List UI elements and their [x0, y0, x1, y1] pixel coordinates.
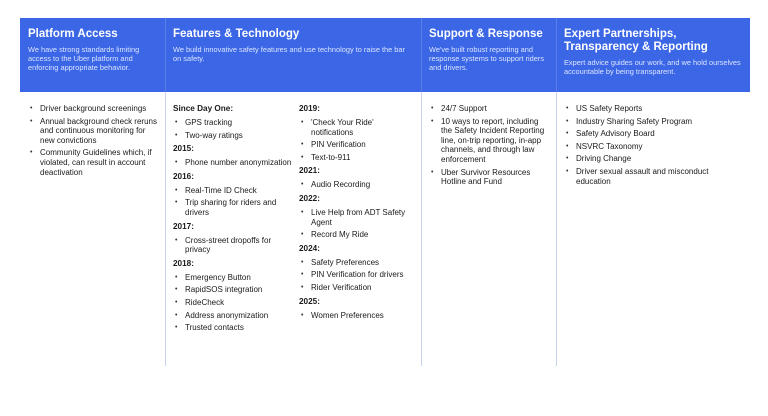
year-heading: 2015: — [173, 144, 194, 154]
column-description: Expert advice guides our work, and we hold ourselves accountable by being transparent. — [564, 58, 741, 76]
support-response-list — [429, 104, 551, 190]
list-item: • RapidSOS integration — [173, 285, 293, 295]
column-description: We build innovative safety features and use technology to raise the bar on safety. — [173, 45, 405, 63]
list-item: • Uber Survivor Resources Hotline and Fund — [429, 168, 551, 187]
column-title: Support & Response — [429, 28, 543, 40]
year-heading: 2021: — [299, 166, 320, 176]
list-item: • PIN Verification for drivers — [299, 270, 417, 280]
list-item: • Audio Recording — [299, 180, 417, 190]
list-item: • Women Preferences — [299, 311, 417, 321]
features-timeline-left — [173, 104, 293, 337]
column-description: We've built robust reporting and response systems to support riders and drivers. — [429, 45, 545, 72]
year-heading: 2024: — [299, 243, 320, 253]
column-divider — [165, 92, 166, 366]
safety-framework-table — [20, 18, 750, 366]
column-title: Features & Technology — [173, 28, 300, 40]
features-timeline-right — [299, 104, 417, 324]
list-item: • Industry Sharing Safety Program — [564, 117, 744, 127]
year-heading: 2022: — [299, 193, 320, 203]
list-item: • Two-way ratings — [173, 131, 293, 141]
year-heading: 2017: — [173, 221, 194, 231]
list-item: • Driver background screenings — [28, 104, 158, 114]
list-item: • 24/7 Support — [429, 104, 551, 114]
list-item: • Annual background check reruns and continuous monitoring for new convictions — [28, 117, 158, 146]
list-item: • Rider Verification — [299, 283, 417, 293]
list-item: • Real-Time ID Check — [173, 186, 293, 196]
list-item: • Emergency Button — [173, 273, 293, 283]
platform-access-header — [20, 18, 165, 92]
list-item: • Live Help from ADT Safety Agent — [299, 208, 417, 227]
year-heading: 2018: — [173, 258, 194, 268]
year-heading: Since Day One: — [173, 104, 234, 113]
list-item: • Safety Preferences — [299, 258, 417, 268]
list-item: • Address anonymization — [173, 311, 293, 321]
list-item: • Safety Advisory Board — [564, 129, 744, 139]
list-item: • Cross-street dropoffs for privacy — [173, 236, 293, 255]
year-heading: 2025: — [299, 296, 320, 306]
column-title: Expert Partnerships, Transparency & Reporting — [564, 28, 708, 53]
list-item: • RideCheck — [173, 298, 293, 308]
list-item: • Driving Change — [564, 154, 744, 164]
column-title: Platform Access — [28, 28, 118, 40]
list-item: • 10 ways to report, including the Safety Incident Reporting line, on-trip reporting, in-app channels, and through law enforcement — [429, 117, 551, 165]
list-item: • Community Guidelines which, if violated, can result in account deactivation — [28, 148, 158, 177]
list-item: • US Safety Reports — [564, 104, 744, 114]
list-item: • Phone number anonymization — [173, 158, 293, 168]
support-response-header — [421, 18, 556, 92]
list-item: • 'Check Your Ride' notifications — [299, 118, 417, 137]
list-item: • Trusted contacts — [173, 323, 293, 333]
column-divider — [556, 92, 557, 366]
expert-partnerships-header — [556, 18, 750, 92]
features-technology-header — [165, 18, 421, 92]
list-item: • Trip sharing for riders and drivers — [173, 198, 293, 217]
year-heading: 2016: — [173, 171, 194, 181]
platform-access-list — [28, 104, 158, 180]
list-item: • GPS tracking — [173, 118, 293, 128]
column-divider — [421, 92, 422, 366]
list-item: • Text-to-911 — [299, 153, 417, 163]
list-item: • PIN Verification — [299, 140, 417, 150]
expert-partnerships-list — [564, 104, 744, 189]
list-item: • Driver sexual assault and misconduct education — [564, 167, 724, 186]
list-item: • Record My Ride — [299, 230, 417, 240]
column-description: We have strong standards limiting access to the Uber platform and enforcing appropriate behavior. — [28, 45, 140, 72]
list-item: • NSVRC Taxonomy — [564, 142, 744, 152]
year-heading: 2019: — [299, 104, 320, 113]
